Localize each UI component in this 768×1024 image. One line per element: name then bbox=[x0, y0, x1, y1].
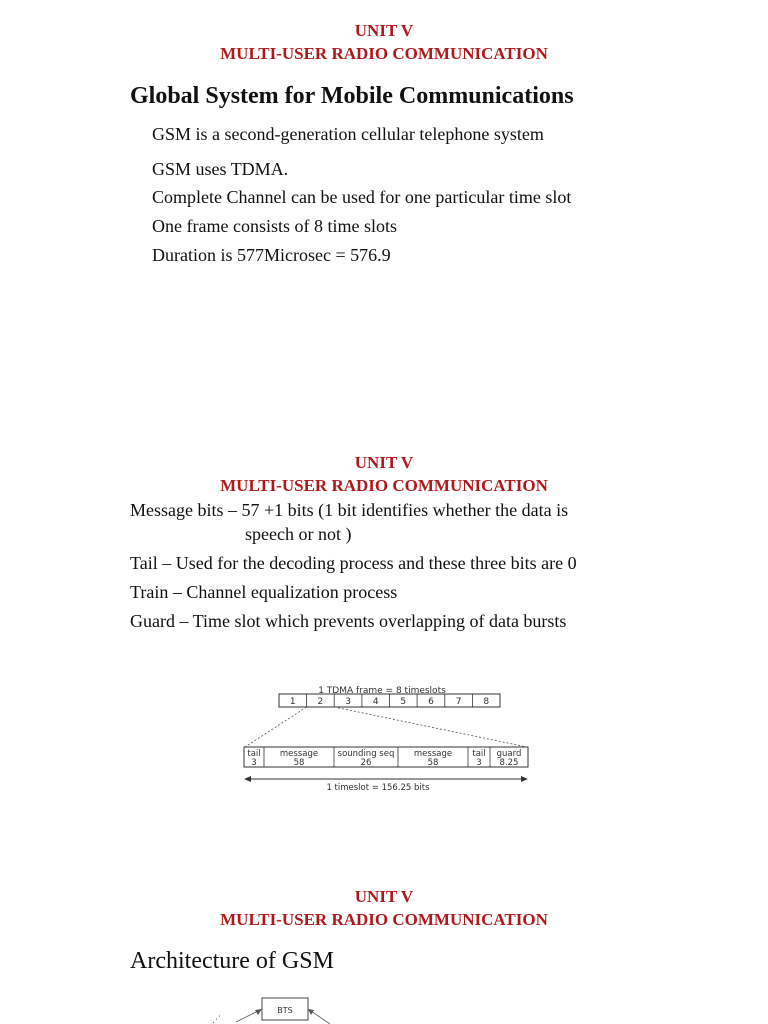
subject-label: MULTI-USER RADIO COMMUNICATION bbox=[220, 476, 548, 495]
unit-heading-3 bbox=[0, 885, 768, 931]
definition-line: Tail – Used for the decoding process and these three bits are 0 bbox=[130, 553, 577, 573]
unit-label: UNIT V bbox=[354, 453, 414, 472]
bullet-line: Duration is 577Microsec = 576.9 bbox=[152, 245, 391, 265]
slot-number: 4 bbox=[372, 697, 379, 707]
gsm-architecture-diagram bbox=[212, 998, 330, 1024]
arrow-head-left bbox=[244, 776, 251, 782]
frame-label: 1 TDMA frame = 8 timeslots bbox=[318, 686, 446, 696]
field-bits: 8.25 bbox=[499, 758, 519, 768]
definition-line: Train – Channel equalization process bbox=[130, 582, 398, 602]
bullet-line: GSM uses TDMA. bbox=[152, 159, 289, 179]
slot-number: 7 bbox=[455, 697, 462, 707]
field-name: tail bbox=[472, 749, 486, 759]
zoom-line-right bbox=[334, 707, 527, 747]
slide-title: Architecture of GSM bbox=[130, 948, 334, 974]
field-bits: 58 bbox=[427, 758, 439, 768]
subject-label: MULTI-USER RADIO COMMUNICATION bbox=[220, 44, 548, 63]
definition-line: Guard – Time slot which prevents overlapping of data bursts bbox=[130, 611, 567, 631]
slot-number: 3 bbox=[345, 697, 351, 707]
bullet-line: GSM is a second-generation cellular telephone system bbox=[152, 124, 544, 144]
timeslot-label: 1 timeslot = 156.25 bits bbox=[326, 783, 430, 793]
arrow-head-right bbox=[521, 776, 528, 782]
field-name: message bbox=[279, 749, 319, 759]
field-name: guard bbox=[496, 749, 522, 759]
field-name: sounding seq bbox=[337, 749, 395, 759]
field-bits: 26 bbox=[360, 758, 372, 768]
field-bits: 3 bbox=[476, 758, 482, 768]
bullet-line: One frame consists of 8 time slots bbox=[152, 216, 397, 236]
field-name: tail bbox=[247, 749, 261, 759]
field-bits: 58 bbox=[293, 758, 305, 768]
field-bits: 3 bbox=[251, 758, 257, 768]
field-name: message bbox=[413, 749, 453, 759]
frame-slots bbox=[279, 694, 500, 707]
bts-label: BTS bbox=[277, 1006, 293, 1015]
slot-number: 5 bbox=[400, 697, 407, 707]
timeslot-span-arrow bbox=[244, 776, 528, 782]
slot-number: 1 bbox=[289, 697, 296, 707]
slide-title: Global System for Mobile Communications bbox=[130, 83, 574, 109]
definition-line: Message bits – 57 +1 bits (1 bit identifies whether the data is bbox=[130, 500, 569, 520]
unit-label: UNIT V bbox=[354, 887, 414, 906]
burst-structure bbox=[244, 747, 528, 768]
bullet-line: Complete Channel can be used for one particular time slot bbox=[152, 187, 572, 207]
unit-label: UNIT V bbox=[354, 21, 414, 40]
subject-label: MULTI-USER RADIO COMMUNICATION bbox=[220, 910, 548, 929]
slot-number: 6 bbox=[428, 697, 434, 707]
definition-line-continued: speech or not ) bbox=[245, 524, 352, 544]
slot-number: 8 bbox=[483, 697, 490, 707]
zoom-line-left bbox=[245, 707, 307, 747]
slot-number: 2 bbox=[317, 697, 324, 707]
antenna-icon: ⋰ bbox=[212, 1015, 221, 1024]
